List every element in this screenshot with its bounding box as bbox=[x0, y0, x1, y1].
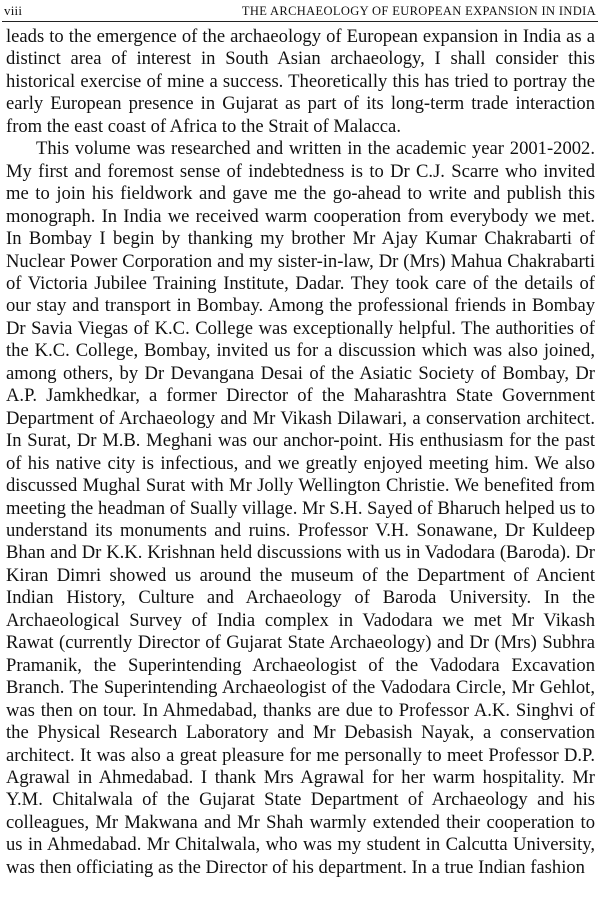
paragraph-continued: leads to the emergence of the archaeology of European expansion in India as a distinct area of interest in South Asian archaeology, I shall consider this historical exercise of mine a success. Theoretically this has tried to portray the early European presence in Gujarat as part of its long-term trade interaction from the east coast of Africa to the Strait of Malacca. bbox=[6, 26, 595, 137]
running-title: THE ARCHAEOLOGY OF EUROPEAN EXPANSION IN INDIA bbox=[241, 4, 596, 18]
page-number: viii bbox=[4, 3, 23, 18]
running-head bbox=[2, 0, 598, 22]
paragraph-acknowledgements: This volume was researched and written in the academic year 2001-2002. My first and foremost sense of indebtedness is to Dr C.J. Scarre who invited me to join his fieldwork and gave me the go-ahead to write and publish this monograph. In India we received warm cooperation from everybody we met. In Bombay I begin by thanking my brother Mr Ajay Kumar Chakrabarti of Nuclear Power Corporation and my sister-in-law, Dr (Mrs) Mahua Chakrabarti of Victoria Jubilee Training Institute, Dadar. They took care of the details of our stay and transport in Bombay. Among the professional friends in Bombay Dr Savia Viegas of K.C. College was exceptionally helpful. The authorities of the K.C. College, Bombay, invited us for a discussion which was also joined, among others, by Dr Devangana Desai of the Asiatic Society of Bombay, Dr A.P. Jamkhedkar, a former Director of the Maharashtra State Government Department of Archaeology and Mr Vikash Dilawari, a conservation architect. In Surat, Dr M.B. Meghani was our anchor-point. His enthusiasm for the past of his native city is infectious, and we greatly enjoyed meeting him. We also discussed Mughal Surat with Mr Jolly Wellington Christie. We benefited from meeting the headman of Sually village. Mr S.H. Sayed of Bharuch helped us to understand its monuments and ruins. Professor V.H. Sonawane, Dr Kuldeep Bhan and Dr K.K. Krishnan held discussions with us in Vadodara (Baroda). Dr Kiran Dimri showed us around the museum of the Department of Ancient Indian History, Culture and Archaeology of Baroda University. In the Archaeological Survey of India complex in Vadodara we met Mr Vikash Rawat (currently Director of Gujarat State Archaeology) and Dr (Mrs) Subhra Pramanik, the Superintending Archaeologist of the Vadodara Excavation Branch. The Superintending Archaeologist of the Vadodara Circle, Mr Gehlot, was then on tour. In Ahmedabad, thanks are due to Professor A.K. Singhvi of the Physical Research Laboratory and Mr Debasish Nayak, a conservation architect. It was also a great pleasure for me personally to meet Professor D.P. Agrawal in Ahmedabad. I thank Mrs Agrawal for her warm hospitality. Mr Y.M. Chitalwala of the Gujarat State Department of Archaeology and his colleagues, Mr Makwana and Mr Shah warmly extended their cooperation to us in Ahmedabad. Mr Chitalwala, who was my student in Calcutta University, was then officiating as the Director of his department. In a true Indian fashion bbox=[6, 138, 595, 878]
body-text bbox=[2, 22, 598, 879]
